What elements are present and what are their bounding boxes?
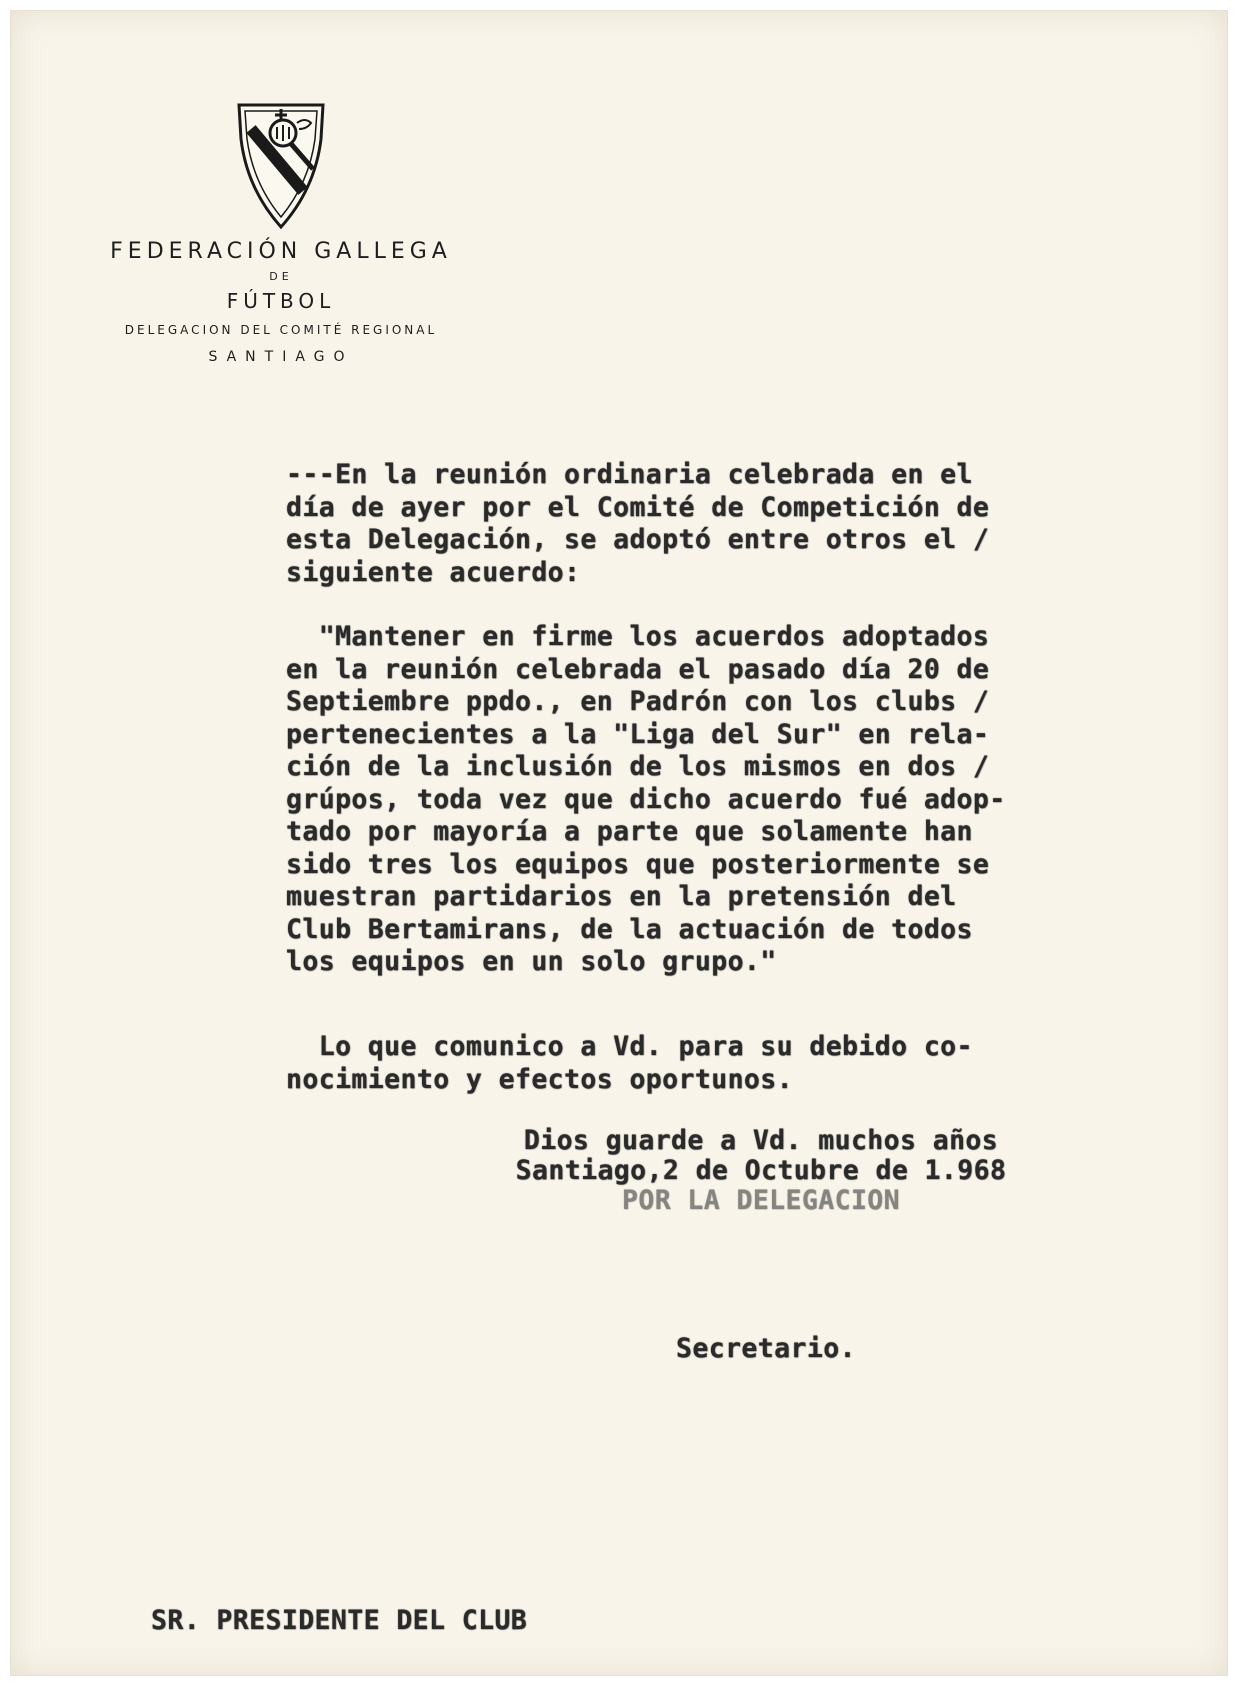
letterhead-de: DE: [269, 270, 293, 283]
addressee: SR. PRESIDENTE DEL CLUB: [151, 1605, 528, 1636]
letterhead: [71, 99, 491, 365]
closing-block: [451, 1126, 1071, 1216]
body-paragraph-2: "Mantener en firme los acuerdos adoptados en la reunión celebrada el pasado día 20 de Septiembre ppdo., en Padrón con los clubs / pertenecientes a la "Liga del Sur" en rela- ción de la inclusión de los mismos en dos / grúpos, toda vez que dicho acuerdo fué adop- tado por mayoría a parte que solamente han sido tres los equipos que posteriormente se muestran partidarios en la pretensión del Club Bertamirans, de la actuación de todos los equipos en un solo grupo.": [286, 621, 1006, 977]
signature-title: Secretario.: [676, 1333, 856, 1364]
federation-crest-icon: [233, 99, 329, 231]
letterhead-sport: FÚTBOL: [226, 289, 336, 313]
letterhead-delegation: DELEGACION DEL COMITÉ REGIONAL: [124, 323, 438, 337]
letterhead-federation-name: FEDERACIÓN GALLEGA: [110, 239, 452, 264]
body-paragraph-1: ---En la reunión ordinaria celebrada en el día de ayer por el Comité de Competición de esta Delegación, se adoptó entre otros el / siguiente acuerdo:: [286, 459, 990, 588]
letter-page: [10, 10, 1228, 1676]
closing-place-date: Santiago,2 de Octubre de 1.968: [515, 1155, 1007, 1186]
closing-greeting: Dios guarde a Vd. muchos años: [523, 1125, 999, 1156]
letterhead-city: SANTIAGO: [208, 349, 354, 365]
body-paragraph-3: Lo que comunico a Vd. para su debido co- nocimiento y efectos oportunos.: [286, 1031, 973, 1095]
closing-on-behalf: POR LA DELEGACION: [621, 1185, 901, 1216]
